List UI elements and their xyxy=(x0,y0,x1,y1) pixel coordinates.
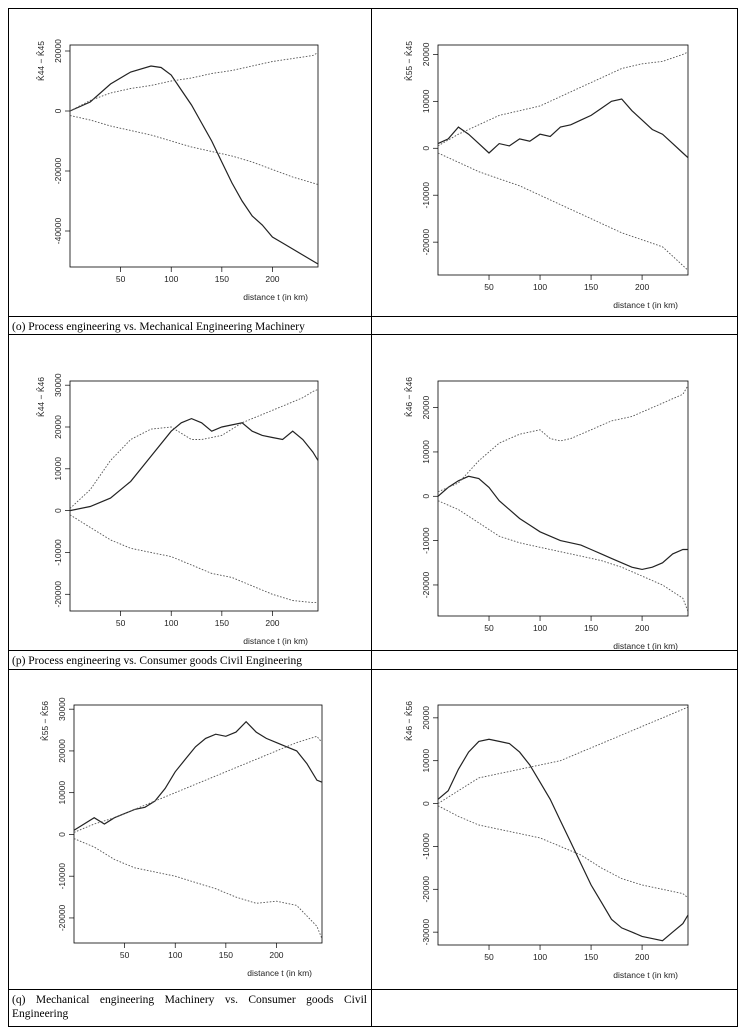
x-tick-label: 100 xyxy=(532,952,548,962)
x-tick-label: 150 xyxy=(583,623,599,633)
y-tick-label: 0 xyxy=(421,801,431,806)
x-axis-label: distance t (in km) xyxy=(613,641,678,651)
x-tick-label: 200 xyxy=(265,618,280,628)
x-axis-label: distance t (in km) xyxy=(243,292,308,302)
x-tick-label: 200 xyxy=(269,950,284,960)
y-tick-label: -10000 xyxy=(53,539,63,566)
series-line-estimate xyxy=(438,99,688,158)
x-tick-label: 100 xyxy=(532,623,548,633)
y-tick-label: 10000 xyxy=(421,748,431,773)
y-tick-label: -10000 xyxy=(421,833,431,860)
series-line-envelope xyxy=(74,736,322,832)
y-tick-label: 0 xyxy=(57,832,67,837)
y-tick-label: 10000 xyxy=(57,780,67,805)
table-rule xyxy=(8,334,738,335)
table-border-right xyxy=(737,8,738,1027)
caption-p: (p) Process engineering vs. Consumer goods Civil Engineering xyxy=(12,655,303,667)
series-line-envelope xyxy=(438,385,688,491)
y-tick-label: 10000 xyxy=(53,456,63,481)
x-tick-label: 100 xyxy=(164,274,179,284)
table-border-bottom xyxy=(8,1026,738,1027)
y-tick-label: 20000 xyxy=(53,39,63,63)
x-axis-label: distance t (in km) xyxy=(243,636,308,646)
x-tick-label: 50 xyxy=(484,282,494,292)
y-axis-label: K̂46 − K̂56 xyxy=(404,701,414,741)
y-tick-label: -20000 xyxy=(53,157,63,185)
plot-p-right xyxy=(372,336,737,651)
series-line-envelope xyxy=(438,707,688,804)
x-tick-label: 150 xyxy=(214,618,229,628)
y-axis-label: K̂55 − K̂56 xyxy=(40,701,50,741)
y-tick-label: 0 xyxy=(421,493,431,499)
plot-frame xyxy=(70,381,318,611)
y-tick-label: -40000 xyxy=(53,217,63,245)
y-axis-label: K̂44 − K̂46 xyxy=(36,377,46,417)
plot-frame xyxy=(438,45,688,275)
plot-q-left xyxy=(8,670,371,980)
y-tick-label: 20000 xyxy=(421,42,431,67)
x-tick-label: 50 xyxy=(484,952,494,962)
y-axis-label: K̂55 − K̂45 xyxy=(404,41,414,81)
y-tick-label: -20000 xyxy=(421,876,431,903)
table-rule xyxy=(8,316,738,317)
caption-o: (o) Process engineering vs. Mechanical Engineering Machinery xyxy=(12,321,305,333)
x-tick-label: 150 xyxy=(583,952,599,962)
y-tick-label: 0 xyxy=(421,145,431,151)
y-tick-label: 20000 xyxy=(57,739,67,763)
x-axis-label: distance t (in km) xyxy=(613,970,678,980)
y-tick-label: 30000 xyxy=(57,697,67,721)
plot-frame xyxy=(74,705,322,943)
x-tick-label: 50 xyxy=(115,618,126,628)
series-line-envelope xyxy=(438,52,688,146)
y-tick-label: -20000 xyxy=(53,581,63,608)
x-axis-label: distance t (in km) xyxy=(613,300,678,310)
x-tick-label: 150 xyxy=(583,282,599,292)
plot-p-left xyxy=(8,336,371,646)
x-tick-label: 100 xyxy=(168,950,183,960)
y-tick-label: 10000 xyxy=(421,89,431,114)
series-line-envelope xyxy=(70,53,318,112)
y-tick-label: 20000 xyxy=(421,706,431,730)
series-line-estimate xyxy=(70,66,318,264)
plot-o-right xyxy=(372,8,737,313)
y-tick-label: 0 xyxy=(53,508,63,514)
y-tick-label: -10000 xyxy=(57,862,67,890)
x-tick-label: 200 xyxy=(634,623,650,633)
x-tick-label: 50 xyxy=(119,950,130,960)
plot-o-left xyxy=(8,8,371,313)
y-tick-label: 20000 xyxy=(53,415,63,439)
y-tick-label: -20000 xyxy=(421,571,431,599)
y-axis-label: K̂44 − K̂45 xyxy=(36,41,46,81)
series-line-envelope xyxy=(438,806,688,898)
y-tick-label: 30000 xyxy=(53,373,63,398)
x-tick-label: 50 xyxy=(115,274,126,284)
x-tick-label: 100 xyxy=(164,618,179,628)
series-line-estimate xyxy=(438,739,688,940)
x-tick-label: 150 xyxy=(218,950,233,960)
plot-frame xyxy=(438,381,688,616)
y-tick-label: -20000 xyxy=(421,228,431,256)
x-tick-label: 200 xyxy=(634,952,650,962)
x-tick-label: 200 xyxy=(634,282,650,292)
y-tick-label: 10000 xyxy=(421,440,431,464)
series-line-estimate xyxy=(438,476,688,569)
y-tick-label: -10000 xyxy=(421,181,431,209)
series-line-estimate xyxy=(74,722,322,831)
plot-q-right xyxy=(372,670,737,980)
series-line-envelope xyxy=(70,515,318,603)
y-tick-label: 0 xyxy=(53,108,63,114)
series-line-envelope xyxy=(74,839,322,939)
series-line-envelope xyxy=(70,116,318,185)
y-tick-label: -20000 xyxy=(57,904,67,932)
y-tick-label: -10000 xyxy=(421,527,431,554)
x-tick-label: 150 xyxy=(214,274,229,284)
series-line-envelope xyxy=(70,389,318,508)
series-line-envelope xyxy=(438,501,688,612)
x-tick-label: 200 xyxy=(265,274,280,284)
table-rule xyxy=(8,989,738,990)
y-tick-label: -30000 xyxy=(421,918,431,946)
y-axis-label: K̂46 − K̂46 xyxy=(404,377,414,417)
series-line-envelope xyxy=(438,153,688,270)
y-tick-label: 20000 xyxy=(421,395,431,420)
x-tick-label: 50 xyxy=(484,623,494,633)
x-axis-label: distance t (in km) xyxy=(247,968,312,978)
caption-q: (q) Mechanical engineering Machinery vs. Consumer goods Civil Engineering xyxy=(12,994,367,1020)
x-tick-label: 100 xyxy=(532,282,548,292)
plot-frame xyxy=(70,45,318,267)
